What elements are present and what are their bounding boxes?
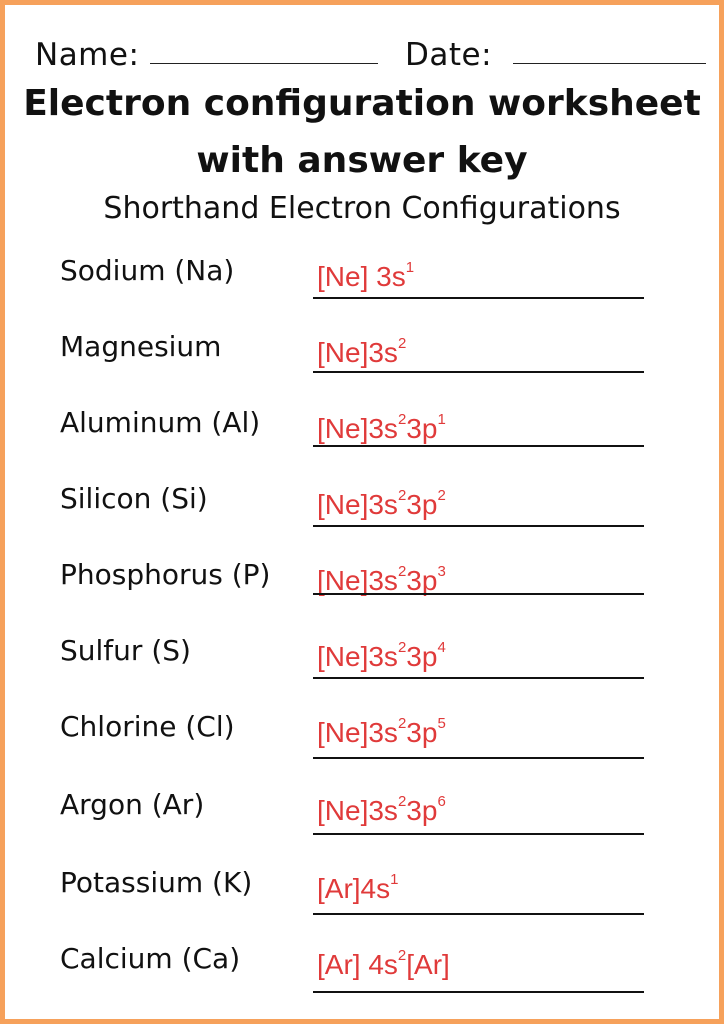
- electron-count-superscript: 2: [397, 793, 407, 810]
- orbital-text: [Ne]3s: [317, 337, 398, 368]
- electron-count-superscript: 2: [397, 947, 407, 964]
- answer-line[interactable]: [313, 677, 644, 679]
- orbital-text: 3p: [406, 565, 438, 596]
- element-row: [5, 251, 719, 311]
- element-row: [5, 939, 719, 999]
- answer-line[interactable]: [313, 525, 644, 527]
- answer-line[interactable]: [313, 445, 644, 447]
- name-field[interactable]: [150, 63, 378, 64]
- orbital-text: [Ne] 3s: [317, 261, 406, 292]
- element-name: Silicon (Si): [60, 482, 208, 515]
- element-name: Chlorine (Cl): [60, 710, 235, 743]
- element-row: [5, 631, 719, 691]
- element-name: Magnesium: [60, 330, 222, 363]
- answer-line[interactable]: [313, 833, 644, 835]
- answer-configuration: [317, 411, 446, 447]
- element-name: Calcium (Ca): [60, 942, 241, 975]
- name-label: Name:: [35, 37, 140, 73]
- electron-count-superscript: 2: [397, 639, 407, 656]
- answer-line[interactable]: [313, 297, 644, 299]
- electron-count-superscript: 3: [437, 563, 446, 580]
- element-row: [5, 863, 719, 923]
- orbital-text: 3p: [406, 795, 438, 826]
- answer-configuration: [317, 715, 446, 751]
- answer-line[interactable]: [313, 991, 644, 993]
- element-row: [5, 785, 719, 845]
- answer-configuration: [317, 335, 406, 371]
- electron-count-superscript: 2: [397, 715, 407, 732]
- orbital-text: [Ne]3s: [317, 565, 398, 596]
- electron-count-superscript: 4: [437, 639, 446, 656]
- electron-count-superscript: 2: [437, 487, 446, 504]
- element-name: Aluminum (Al): [60, 406, 261, 439]
- orbital-text: [Ar]4s: [317, 873, 391, 904]
- answer-configuration: [317, 871, 398, 907]
- element-name: Potassium (K): [60, 866, 253, 899]
- answer-line[interactable]: [313, 593, 644, 595]
- element-row: [5, 327, 719, 387]
- date-field[interactable]: [513, 63, 706, 64]
- answer-configuration: [317, 947, 450, 983]
- answer-configuration: [317, 793, 446, 829]
- electron-count-superscript: 1: [405, 259, 415, 276]
- element-row: [5, 479, 719, 539]
- orbital-text: [Ne]3s: [317, 413, 398, 444]
- electron-count-superscript: 6: [437, 793, 446, 810]
- orbital-text: [Ne]3s: [317, 717, 398, 748]
- orbital-text: [Ne]3s: [317, 489, 398, 520]
- worksheet-title-line-2: with answer key: [196, 140, 528, 181]
- element-name: Phosphorus (P): [60, 558, 271, 591]
- answer-line[interactable]: [313, 757, 644, 759]
- orbital-text: [Ne]3s: [317, 795, 398, 826]
- electron-count-superscript: 2: [397, 411, 407, 428]
- element-name: Argon (Ar): [60, 788, 205, 821]
- answer-line[interactable]: [313, 371, 644, 373]
- orbital-text: [Ar]: [406, 949, 450, 980]
- answer-configuration: [317, 259, 414, 295]
- orbital-text: [Ar] 4s: [317, 949, 398, 980]
- element-name: Sulfur (S): [60, 634, 191, 667]
- electron-count-superscript: 2: [397, 563, 407, 580]
- electron-count-superscript: 1: [437, 411, 446, 428]
- worksheet-title-line-1: Electron configuration worksheet: [23, 83, 701, 124]
- element-row: [5, 403, 719, 463]
- orbital-text: 3p: [406, 641, 438, 672]
- electron-count-superscript: 2: [397, 487, 407, 504]
- electron-count-superscript: 5: [437, 715, 446, 732]
- orbital-text: 3p: [406, 489, 438, 520]
- element-name: Sodium (Na): [60, 254, 235, 287]
- orbital-text: 3p: [406, 717, 438, 748]
- electron-count-superscript: 2: [397, 335, 407, 352]
- orbital-text: [Ne]3s: [317, 641, 398, 672]
- electron-count-superscript: 1: [390, 871, 399, 888]
- date-label: Date:: [405, 37, 493, 73]
- answer-configuration: [317, 639, 446, 675]
- orbital-text: 3p: [406, 413, 438, 444]
- worksheet-subtitle: Shorthand Electron Configurations: [103, 191, 621, 226]
- answer-configuration: [317, 487, 446, 523]
- answer-line[interactable]: [313, 913, 644, 915]
- name-date-header: [5, 35, 719, 75]
- element-row: [5, 707, 719, 767]
- element-row: [5, 555, 719, 615]
